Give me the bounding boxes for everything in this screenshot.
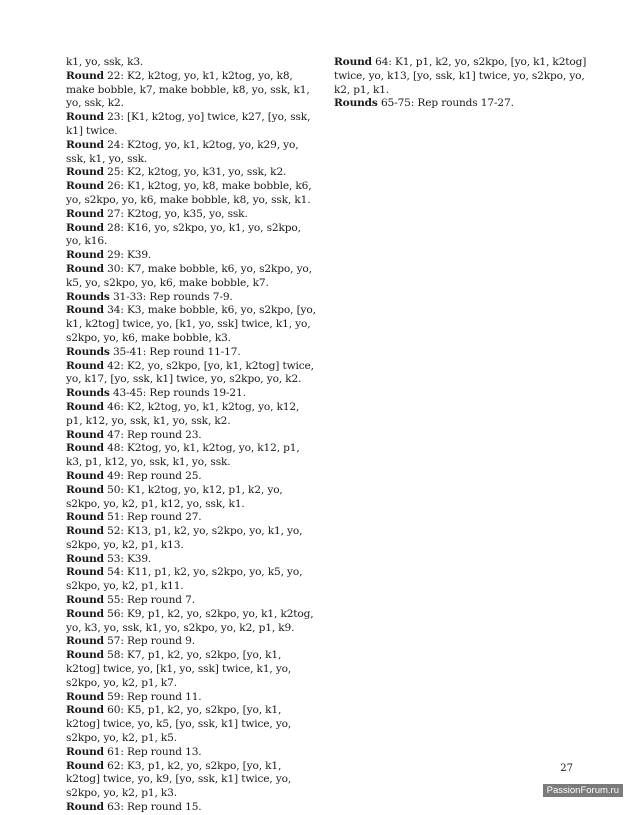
instruction-entry [66, 222, 316, 250]
round-label: Round [66, 594, 104, 607]
round-label: Round [66, 304, 104, 317]
round-label: Round [66, 442, 104, 455]
instruction-text: 50: K1, k2tog, yo, k12, p1, k2, yo, s2kpo, yo, k2, p1, k12, yo, ssk, k1. [66, 483, 283, 510]
round-label: Round [66, 221, 104, 234]
instruction-text: 31-33: Rep rounds 7-9. [109, 290, 233, 303]
instruction-entry [66, 111, 316, 139]
round-label: Round [66, 111, 104, 124]
instruction-text: 62: K3, p1, k2, yo, s2kpo, [yo, k1, k2tog] twice, yo, k9, [yo, ssk, k1] twice, yo, s2kpo, yo, k2, p1, k3. [66, 759, 292, 800]
instruction-text: 47: Rep round 23. [103, 428, 202, 441]
instruction-entry [66, 760, 316, 801]
instruction-text: 55: Rep round 7. [103, 594, 195, 607]
round-label: Round [66, 428, 104, 441]
instruction-text: k1, yo, ssk, k3. [66, 56, 144, 68]
round-label: Round [66, 359, 104, 372]
watermark: PassionForum.ru [543, 784, 623, 797]
instruction-text: 22: K2, k2tog, yo, k1, k2tog, yo, k8, make bobble, k7, make bobble, k8, yo, ssk, k1, yo, ssk, k2. [66, 69, 310, 110]
round-label: Round [66, 690, 104, 703]
instruction-entry [66, 360, 316, 388]
round-label: Round [66, 262, 104, 275]
round-label: Round [66, 704, 104, 717]
round-label: Round [66, 801, 104, 814]
instruction-entry [66, 429, 316, 443]
instruction-text: 35-41: Rep round 11-17. [109, 345, 241, 358]
instruction-text: 48: K2tog, yo, k1, k2tog, yo, k12, p1, k3, p1, k12, yo, ssk, k1, yo, ssk. [66, 442, 300, 469]
instruction-text: 59: Rep round 11. [103, 690, 202, 703]
instruction-entry [66, 635, 316, 649]
instruction-text: 43-45: Rep rounds 19-21. [109, 387, 246, 400]
round-label: Rounds [334, 97, 378, 110]
instruction-text: 46: K2, k2tog, yo, k1, k2tog, yo, k12, p1, k12, yo, ssk, k1, yo, ssk, k2. [66, 400, 300, 427]
instruction-entry [66, 511, 316, 525]
instruction-entry [66, 442, 316, 470]
round-label: Round [66, 469, 104, 482]
round-label: Round [66, 759, 104, 772]
instruction-entry [66, 470, 316, 484]
instruction-entry [66, 249, 316, 263]
page-number: 27 [560, 763, 573, 774]
instruction-entry [66, 691, 316, 705]
round-label: Round [66, 207, 104, 220]
instruction-entry [66, 553, 316, 567]
instruction-text: 30: K7, make bobble, k6, yo, s2kpo, yo, k5, yo, s2kpo, yo, k6, make bobble, k7. [66, 262, 312, 289]
round-label: Round [66, 69, 104, 82]
instruction-entry [66, 208, 316, 222]
round-label: Round [66, 552, 104, 565]
instruction-entry [66, 70, 316, 111]
instruction-entry [66, 180, 316, 208]
instruction-text: 27: K2tog, yo, k35, yo, ssk. [103, 207, 248, 220]
instruction-entry [66, 801, 316, 815]
round-label: Round [66, 607, 104, 620]
instruction-text: 60: K5, p1, k2, yo, s2kpo, [yo, k1, k2tog] twice, yo, k5, [yo, ssk, k1] twice, yo, s2kpo, yo, k2, p1, k5. [66, 704, 292, 745]
instruction-entry [66, 387, 316, 401]
instruction-entry [66, 484, 316, 512]
round-label: Round [66, 483, 104, 496]
instruction-text: 34: K3, make bobble, k6, yo, s2kpo, [yo, k1, k2tog] twice, yo, [k1, yo, ssk] twice, k1, yo, s2kpo, yo, k6, make bobble, k3. [66, 304, 316, 344]
instruction-text: 52: K13, p1, k2, yo, s2kpo, yo, k1, yo, s2kpo, yo, k2, p1, k13. [66, 525, 303, 551]
round-label: Rounds [66, 387, 110, 400]
instruction-text: 64: K1, p1, k2, yo, s2kpo, [yo, k1, k2tog] twice, yo, k13, [yo, ssk, k1] twice, yo, s2kpo, yo, k2, p1, k1. [334, 56, 587, 96]
round-label: Round [66, 400, 104, 413]
round-label: Round [334, 56, 372, 68]
round-label: Round [66, 649, 104, 662]
left-column [66, 56, 316, 815]
instruction-text: 23: [K1, k2tog, yo] twice, k27, [yo, ssk, k1] twice. [66, 111, 311, 137]
instruction-text: 54: K11, p1, k2, yo, s2kpo, yo, k5, yo, s2kpo, yo, k2, p1, k11. [66, 566, 303, 593]
instruction-entry [66, 56, 316, 70]
round-label: Round [66, 745, 104, 758]
instruction-text: 29: K39. [103, 249, 152, 262]
instruction-entry [66, 594, 316, 608]
instruction-text: 26: K1, k2tog, yo, k8, make bobble, k6, yo, s2kpo, yo, k6, make bobble, k8, yo, ssk, k1. [66, 180, 312, 206]
instruction-entry [66, 525, 316, 553]
round-label: Rounds [66, 345, 110, 358]
right-column [334, 56, 590, 111]
instruction-entry [334, 56, 590, 97]
instruction-text: 53: K39. [103, 552, 152, 565]
instruction-text: 51: Rep round 27. [103, 511, 202, 524]
instruction-entry [66, 566, 316, 594]
instruction-entry [66, 166, 316, 180]
round-label: Round [66, 166, 104, 179]
round-label: Rounds [66, 290, 110, 303]
instruction-text: 56: K9, p1, k2, yo, s2kpo, yo, k1, k2tog, yo, k3, yo, ssk, k1, yo, s2kpo, yo, k2, p1, k9. [66, 607, 314, 634]
instruction-entry [66, 263, 316, 291]
round-label: Round [66, 511, 104, 524]
round-label: Round [66, 635, 104, 648]
round-label: Round [66, 249, 104, 262]
instruction-text: 24: K2tog, yo, k1, k2tog, yo, k29, yo, ssk, k1, yo, ssk. [66, 138, 299, 165]
round-label: Round [66, 566, 104, 579]
instruction-text: 58: K7, p1, k2, yo, s2kpo, [yo, k1, k2tog] twice, yo, [k1, yo, ssk] twice, k1, yo, s2kpo, yo, k2, p1, k7. [66, 649, 292, 689]
instruction-text: 63: Rep round 15. [103, 801, 202, 814]
instruction-entry [66, 704, 316, 745]
instruction-entry [66, 346, 316, 360]
instruction-entry [66, 291, 316, 305]
round-label: Round [66, 525, 104, 538]
instruction-entry [66, 401, 316, 429]
instruction-text: 25: K2, k2tog, yo, k31, yo, ssk, k2. [103, 166, 287, 179]
instruction-text: 65-75: Rep rounds 17-27. [377, 97, 514, 110]
instruction-text: 42: K2, yo, s2kpo, [yo, k1, k2tog] twice, yo, k17, [yo, ssk, k1] twice, yo, s2kpo, yo, k2. [66, 359, 314, 386]
instruction-entry [66, 608, 316, 636]
instruction-text: 28: K16, yo, s2kpo, yo, k1, yo, s2kpo, yo, k16. [66, 221, 301, 248]
instruction-text: 49: Rep round 25. [103, 469, 202, 482]
instruction-entry [66, 304, 316, 345]
round-label: Round [66, 138, 104, 151]
round-label: Round [66, 180, 104, 193]
instruction-entry [66, 139, 316, 167]
instruction-entry [334, 97, 590, 111]
instruction-entry [66, 649, 316, 690]
instruction-entry [66, 746, 316, 760]
instruction-text: 57: Rep round 9. [103, 635, 195, 648]
instruction-text: 61: Rep round 13. [103, 745, 202, 758]
